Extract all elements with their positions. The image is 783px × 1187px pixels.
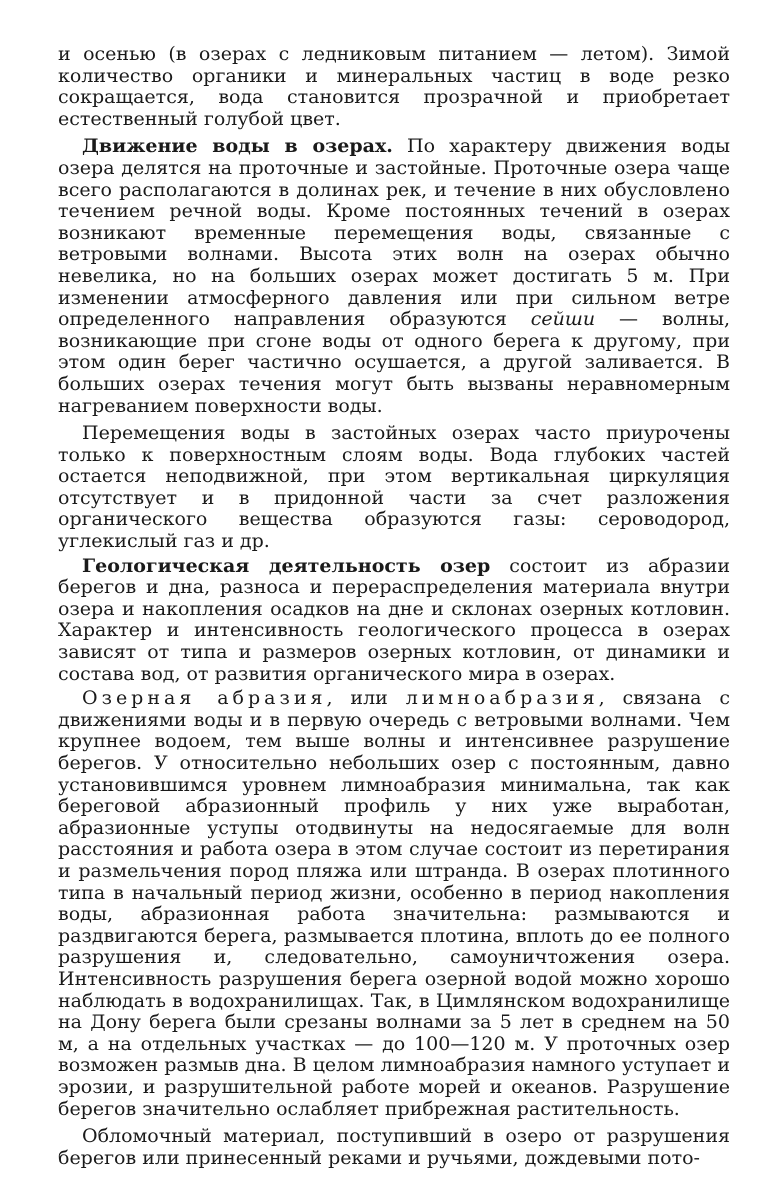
- paragraph-geological-activity: [58, 556, 730, 686]
- paragraph-text: , связана с движениями воды и в первую очередь с ветровыми волнами. Чем крупнее водоем, тем выше волны и интенсивнее разрушение берегов. У относительно небольших озер с постоянным, давно установившимся уровнем лимноабразия минимальна, так как береговой абразионный профиль у них уже выработан, абразионные уступы отодвинуты на недосягаемые для волн расстояния и работа озера в этом случае состоит из перетирания и размельчения пород пляжа или штранда. В озерах плотинного типа в начальный период жизни, особенно в период накопления воды, абразионная работа значительна: размываются и раздвигаются берега, размывается плотина, вплоть до ее полного разрушения и, следовательно, самоуничтожения озера. Интенсивность разрушения берега озерной водой можно хорошо наблюдать в водохранилищах. Так, в Цимлянском водохранилище на Дону берега были срезаны волнами за 5 лет в среднем на 50 м, а на отдельных участках — до 100—120 м. У проточных озер возможен размыв дна. В целом лимноабразия намного уступает и эрозии, и разрушительной работе морей и океанов. Разрушение берегов значительно ослабляет прибрежная растительность.: [58, 687, 731, 1120]
- section-heading-geological-activity: Геологическая деятельность озер: [82, 554, 491, 577]
- paragraph-text: — волны, возникающие при сгоне воды от одного берега к другому, при этом один берег частично осушается, а другой заливается. В больших озерах течения могут быть вызваны неравномерным нагреванием поверхности воды.: [58, 308, 730, 417]
- paragraph-text: и осенью (в озерах с ледниковым питанием — летом). Зимой количество органики и минеральных частиц в воде резко сокращается, вода становится прозрачной и приобретает естественный голубой цвет.: [58, 43, 730, 130]
- paragraph-text: Обломочный материал, поступивший в озеро от разрушения берегов или принесенный реками и ручьями, дождевыми пото-: [58, 1125, 730, 1169]
- term-seiches: сейши: [530, 308, 596, 331]
- term-limnoabrasion: лимноабразия: [405, 687, 599, 710]
- paragraph-text: Перемещения воды в застойных озерах часто приурочены только к поверхностным слоям воды. Вода глубоких частей остается неподвижной, при этом вертикальная циркуляция отсутствует и в придонной части за счет разложения органического вещества образуются газы: сероводород, углекислый газ и др.: [58, 422, 730, 553]
- paragraph-clastic-material: [58, 1126, 730, 1169]
- section-heading-water-movement: Движение воды в озерах.: [82, 135, 393, 158]
- paragraph-intro: [58, 44, 730, 130]
- page-text: [58, 44, 730, 1172]
- paragraph-water-movement: [58, 136, 730, 417]
- paragraph-text: По характеру движения воды озера делятся на проточные и застойные. Проточные озера чаще всего располагаются в долинах рек, и течение в них обусловлено течением речной воды. Кроме постоянных течений в озерах возникают временные перемещения воды, связанные с ветровыми волнами. Высота этих волн на озерах обычно невелика, но на больших озерах может достигать 5 м. При изменении атмосферного давления или при сильном ветре определенного направления образуются: [58, 135, 730, 331]
- paragraph-text: состоит из абразии берегов и дна, разноса и перераспределения материала внутри озера и накопления осадков на дне и склонах озерных котловин. Характер и интенсивность геологического процесса в озерах зависят от типа и размеров озерных котловин, от динамики и состава вод, от развития органического мира в озерах.: [58, 554, 730, 685]
- paragraph-lake-abrasion: [58, 688, 730, 1120]
- term-lake-abrasion: Озерная абразия: [82, 687, 327, 710]
- paragraph-stagnant-lakes: [58, 423, 730, 553]
- paragraph-text: , или: [326, 687, 406, 710]
